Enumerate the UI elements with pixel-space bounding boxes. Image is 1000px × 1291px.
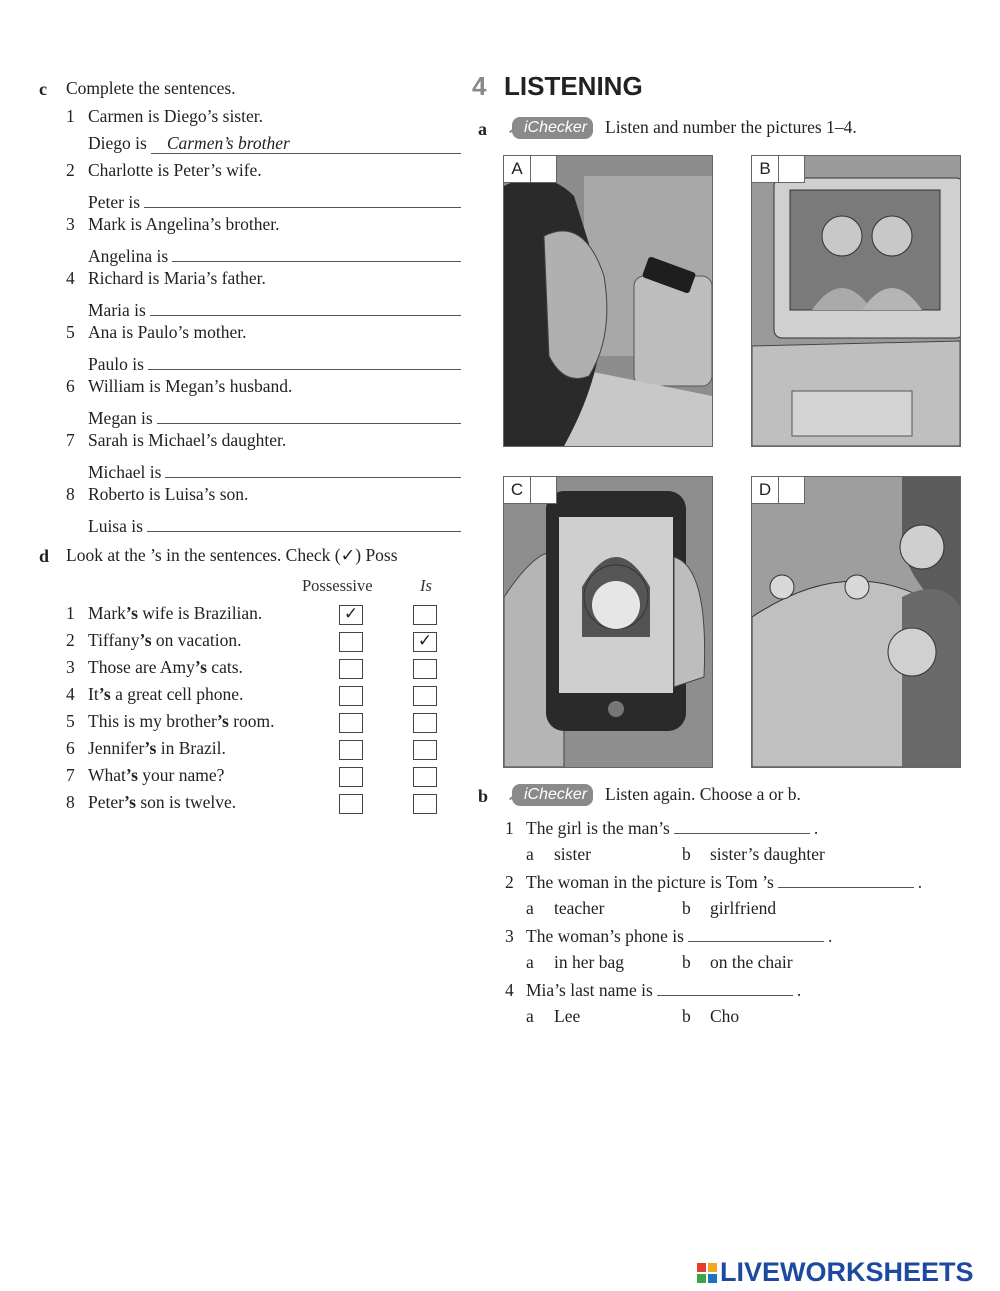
option-b-letter: b bbox=[682, 952, 691, 972]
c-item-number: 3 bbox=[66, 214, 75, 234]
is-checkbox[interactable] bbox=[413, 713, 437, 733]
b-question-end: . bbox=[827, 926, 833, 946]
d-item-number: 5 bbox=[66, 711, 75, 731]
c-item-answer-field[interactable] bbox=[147, 511, 461, 532]
ichecker-badge-a[interactable]: iChecker bbox=[512, 117, 593, 139]
option-a-letter: a bbox=[526, 1006, 534, 1026]
d-item-text-start: Jennifer bbox=[88, 738, 145, 758]
section-d-instruction: Look at the ’s in the sentences. Check (✓) Poss bbox=[66, 545, 398, 565]
picture-c-number-box[interactable] bbox=[531, 477, 556, 503]
c-item-number: 1 bbox=[66, 106, 75, 126]
d-item-text-start: It bbox=[88, 684, 99, 704]
c-item-text: Ana is Paulo’s mother. bbox=[88, 322, 247, 342]
c-item-answer-field[interactable] bbox=[165, 457, 461, 478]
b-question bbox=[505, 817, 818, 839]
c-item-answer-row bbox=[88, 511, 461, 537]
logo-square-green bbox=[697, 1274, 706, 1283]
possessive-checkbox[interactable] bbox=[339, 686, 363, 706]
c-item-text: Sarah is Michael’s daughter. bbox=[88, 430, 287, 450]
c-item-number: 8 bbox=[66, 484, 75, 504]
b-options-row bbox=[526, 898, 776, 919]
col-header-possessive: Possessive bbox=[302, 576, 373, 595]
c-item-text: Roberto is Luisa’s son. bbox=[88, 484, 249, 504]
possessive-checkbox[interactable] bbox=[339, 632, 363, 652]
b-question-number: 2 bbox=[505, 872, 514, 892]
listening-title: LISTENING bbox=[504, 71, 643, 101]
c-item-prompt: Paulo is bbox=[88, 354, 144, 374]
picture-c-illustration bbox=[504, 477, 712, 767]
possessive-checkbox[interactable] bbox=[339, 740, 363, 760]
c-item-prompt: Angelina is bbox=[88, 246, 169, 266]
is-checkbox[interactable] bbox=[413, 740, 437, 760]
d-item-sentence bbox=[66, 603, 262, 624]
option-b-letter: b bbox=[682, 898, 691, 918]
option-b[interactable]: sister’s daughter bbox=[710, 844, 825, 864]
possessive-checkbox[interactable] bbox=[339, 659, 363, 679]
d-item-text-start: Mark bbox=[88, 603, 126, 623]
c-item-sentence bbox=[66, 376, 292, 397]
picture-d bbox=[751, 476, 961, 768]
option-b[interactable]: on the chair bbox=[710, 952, 793, 972]
logo-square-red bbox=[697, 1263, 706, 1272]
c-item-number: 7 bbox=[66, 430, 75, 450]
d-item-sentence bbox=[66, 684, 243, 705]
listening-a-letter: a bbox=[478, 119, 487, 139]
b-question-number: 4 bbox=[505, 980, 514, 1000]
b-question-end: . bbox=[813, 818, 819, 838]
option-a[interactable]: Lee bbox=[554, 1006, 581, 1026]
c-item-number: 4 bbox=[66, 268, 75, 288]
c-item-prompt: Peter is bbox=[88, 192, 141, 212]
d-item-text-end: cats. bbox=[206, 657, 243, 677]
section-d-letter: d bbox=[39, 546, 50, 566]
is-checkbox[interactable] bbox=[413, 659, 437, 679]
option-a[interactable]: in her bag bbox=[554, 952, 624, 972]
b-question bbox=[505, 871, 922, 893]
b-question-end: . bbox=[917, 872, 923, 892]
d-item-apostrophe-s: ’s bbox=[123, 792, 136, 812]
c-item-answer-row bbox=[88, 457, 461, 483]
option-a-letter: a bbox=[526, 898, 534, 918]
is-checkbox[interactable] bbox=[413, 794, 437, 814]
d-item-text-start: Tiffany bbox=[88, 630, 140, 650]
option-a-letter: a bbox=[526, 952, 534, 972]
listening-b-instruction: Listen again. Choose a or b. bbox=[605, 784, 801, 804]
listening-b-letter: b bbox=[478, 786, 489, 806]
picture-b-label bbox=[752, 156, 805, 183]
c-item-text: Richard is Maria’s father. bbox=[88, 268, 266, 288]
c-item-answer-field[interactable] bbox=[144, 187, 461, 208]
c-item-text: Carmen is Diego’s sister. bbox=[88, 106, 263, 126]
possessive-checkbox[interactable]: ✓ bbox=[339, 605, 363, 625]
c-item-prompt: Michael is bbox=[88, 462, 162, 482]
d-item-text-end: in Brazil. bbox=[156, 738, 226, 758]
d-item-sentence bbox=[66, 630, 241, 651]
option-b[interactable]: girlfriend bbox=[710, 898, 777, 918]
is-checkbox[interactable] bbox=[413, 686, 437, 706]
col-header-is: Is bbox=[420, 576, 432, 595]
c-item-answer-row bbox=[88, 295, 461, 321]
d-item-apostrophe-s: ’s bbox=[125, 765, 138, 785]
d-item-apostrophe-s: ’s bbox=[139, 630, 152, 650]
c-item-sentence bbox=[66, 160, 262, 181]
c-item-answer-field[interactable]: Carmen’s brother bbox=[151, 133, 461, 154]
c-item-sentence bbox=[66, 106, 263, 127]
picture-d-label bbox=[752, 477, 805, 504]
is-checkbox[interactable] bbox=[413, 605, 437, 625]
picture-a-number-box[interactable] bbox=[531, 156, 556, 182]
picture-b-number-box[interactable] bbox=[779, 156, 804, 182]
c-item-sentence bbox=[66, 430, 286, 451]
d-item-text-start: What bbox=[88, 765, 126, 785]
d-item-text-end: on vacation. bbox=[151, 630, 242, 650]
c-item-prompt: Maria is bbox=[88, 300, 146, 320]
c-item-text: William is Megan’s husband. bbox=[88, 376, 293, 396]
d-item-number: 1 bbox=[66, 603, 75, 623]
picture-c-label bbox=[504, 477, 557, 504]
b-options-row bbox=[526, 844, 825, 865]
picture-b-illustration bbox=[752, 156, 960, 446]
c-item-number: 5 bbox=[66, 322, 75, 342]
b-answer-blank[interactable] bbox=[688, 925, 824, 942]
c-item-answer-field[interactable] bbox=[157, 403, 461, 424]
c-item-sentence bbox=[66, 484, 248, 505]
c-item-answer-row bbox=[88, 187, 461, 213]
option-b[interactable]: Cho bbox=[710, 1006, 740, 1026]
d-item-number: 7 bbox=[66, 765, 75, 785]
c-item-number: 2 bbox=[66, 160, 75, 180]
option-a[interactable]: teacher bbox=[554, 898, 605, 918]
d-item-apostrophe-s: ’s bbox=[144, 738, 157, 758]
possessive-checkbox[interactable] bbox=[339, 767, 363, 787]
d-item-sentence bbox=[66, 792, 236, 813]
c-item-sentence bbox=[66, 268, 266, 289]
possessive-checkbox[interactable] bbox=[339, 794, 363, 814]
d-item-sentence bbox=[66, 738, 226, 759]
logo-square-blue bbox=[708, 1274, 717, 1283]
b-question-text: The girl is the man’s bbox=[526, 818, 670, 838]
c-item-answer-row bbox=[88, 133, 461, 154]
d-item-number: 4 bbox=[66, 684, 75, 704]
is-checkbox[interactable] bbox=[413, 767, 437, 787]
picture-a-letter: A bbox=[504, 156, 531, 182]
c-item-text: Mark is Angelina’s brother. bbox=[88, 214, 280, 234]
c-item-answer-field[interactable] bbox=[172, 241, 461, 262]
d-item-sentence bbox=[66, 711, 275, 732]
b-question-number: 3 bbox=[505, 926, 514, 946]
listening-number: 4 bbox=[472, 71, 487, 101]
listening-a-instruction: Listen and number the pictures 1–4. bbox=[605, 117, 857, 137]
c-item-answer-row bbox=[88, 241, 461, 267]
picture-b bbox=[751, 155, 961, 447]
c-item-sentence bbox=[66, 322, 246, 343]
d-item-text-start: Those are Amy bbox=[88, 657, 195, 677]
picture-d-number-box[interactable] bbox=[779, 477, 804, 503]
d-item-text-end: room. bbox=[228, 711, 275, 731]
option-a-letter: a bbox=[526, 844, 534, 864]
b-question-text: The woman’s phone is bbox=[526, 926, 684, 946]
d-item-apostrophe-s: ’s bbox=[194, 657, 207, 677]
d-item-text-end: wife is Brazilian. bbox=[137, 603, 263, 623]
b-question bbox=[505, 925, 832, 947]
c-item-answer-field[interactable] bbox=[148, 349, 461, 370]
logo-icon bbox=[697, 1263, 717, 1283]
d-item-text-start: This is my brother bbox=[88, 711, 217, 731]
picture-a bbox=[503, 155, 713, 447]
c-item-answer-row bbox=[88, 403, 461, 429]
b-answer-blank[interactable] bbox=[674, 817, 810, 834]
option-a[interactable]: sister bbox=[554, 844, 591, 864]
b-question bbox=[505, 979, 801, 1001]
b-answer-blank[interactable] bbox=[778, 871, 914, 888]
picture-d-illustration bbox=[752, 477, 960, 767]
b-question-end: . bbox=[796, 980, 802, 1000]
section-c-letter: c bbox=[39, 79, 47, 99]
option-b-letter: b bbox=[682, 844, 691, 864]
ichecker-badge-b[interactable]: iChecker bbox=[512, 784, 593, 806]
logo-square-orange bbox=[708, 1263, 717, 1272]
picture-c bbox=[503, 476, 713, 768]
d-item-sentence bbox=[66, 765, 224, 786]
c-item-prompt: Diego is bbox=[88, 133, 147, 153]
is-checkbox[interactable]: ✓ bbox=[413, 632, 437, 652]
c-item-text: Charlotte is Peter’s wife. bbox=[88, 160, 262, 180]
option-b-letter: b bbox=[682, 1006, 691, 1026]
d-item-apostrophe-s: ’s bbox=[125, 603, 138, 623]
b-options-row bbox=[526, 952, 793, 973]
d-item-number: 3 bbox=[66, 657, 75, 677]
d-item-apostrophe-s: ’s bbox=[216, 711, 229, 731]
c-item-number: 6 bbox=[66, 376, 75, 396]
b-question-number: 1 bbox=[505, 818, 514, 838]
c-item-prompt: Luisa is bbox=[88, 516, 143, 536]
picture-b-letter: B bbox=[752, 156, 779, 182]
logo-text: LIVEWORKSHEETS bbox=[720, 1257, 974, 1287]
b-question-text: The woman in the picture is Tom ’s bbox=[526, 872, 774, 892]
liveworksheets-logo bbox=[697, 1257, 974, 1288]
c-item-answer-row bbox=[88, 349, 461, 375]
d-item-text-end: son is twelve. bbox=[135, 792, 237, 812]
d-item-text-end: a great cell phone. bbox=[110, 684, 244, 704]
d-item-number: 6 bbox=[66, 738, 75, 758]
d-item-sentence bbox=[66, 657, 243, 678]
b-question-text: Mia’s last name is bbox=[526, 980, 653, 1000]
d-item-text-end: your name? bbox=[137, 765, 225, 785]
d-item-apostrophe-s: ’s bbox=[98, 684, 111, 704]
picture-a-label bbox=[504, 156, 557, 183]
picture-d-letter: D bbox=[752, 477, 779, 503]
possessive-checkbox[interactable] bbox=[339, 713, 363, 733]
d-item-number: 8 bbox=[66, 792, 75, 812]
b-options-row bbox=[526, 1006, 739, 1027]
b-answer-blank[interactable] bbox=[657, 979, 793, 996]
c-item-sentence bbox=[66, 214, 280, 235]
c-item-prompt: Megan is bbox=[88, 408, 153, 428]
picture-a-illustration bbox=[504, 156, 712, 446]
d-item-text-start: Peter bbox=[88, 792, 124, 812]
picture-c-letter: C bbox=[504, 477, 531, 503]
c-item-answer-field[interactable] bbox=[150, 295, 461, 316]
d-item-number: 2 bbox=[66, 630, 75, 650]
section-c-instruction: Complete the sentences. bbox=[66, 78, 236, 98]
